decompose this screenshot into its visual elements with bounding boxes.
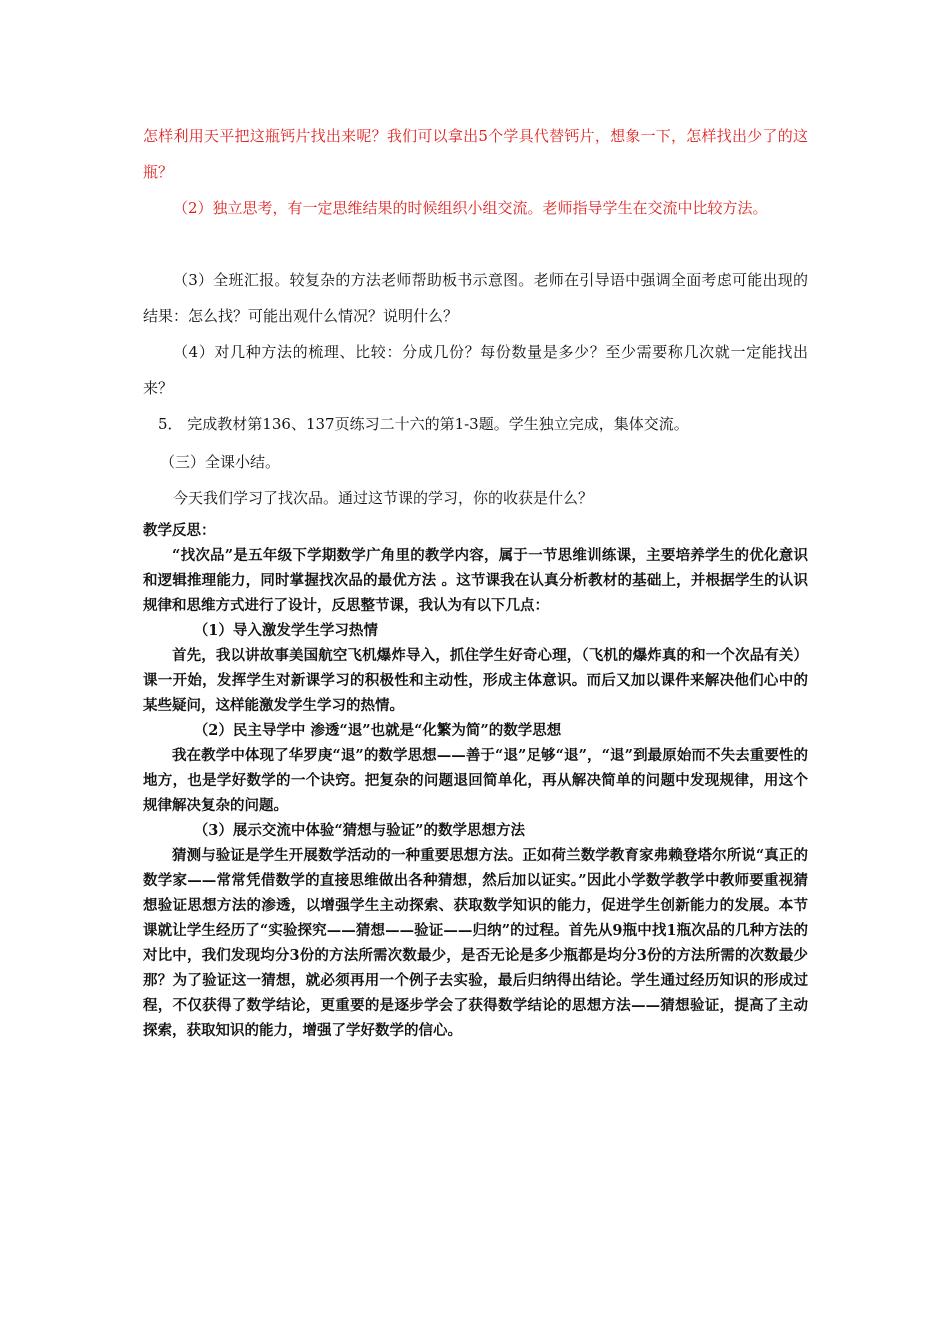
reflection-point-1-heading: （1）导入激发学生学习热情 [193,622,378,639]
reflection-point-3-heading: （3）展示交流中体验“猜想与验证”的数学思想方法 [193,822,526,839]
reflection-heading: 教学反思： [143,522,216,539]
section-summary-heading: （三）全课小结。 [160,453,281,471]
lesson-step-2-paragraph: （2）独立思考，有一定思维结果的时候组织小组交流。老师指导学生在交流中比较方法。 [173,199,768,217]
lesson-intro-paragraph: 怎样利用天平把这瓶钙片找出来呢？我们可以拿出5个学具代替钙片，想象一下，怎样找出少了的这瓶？ [143,127,808,181]
reflection-point-2-paragraph: 我在教学中体现了华罗庚“退”的数学思想——善于“退”足够“退”，“退”到最原始而不失去重要性的地方，也是学好数学的一个诀窍。把复杂的问题退回简单化，再从解决简单的问题中发现规律，用这个规律解决复杂的问题。 [143,747,808,814]
lesson-item-5: 5． 完成教材第136、137页练习二十六的第1-3题。学生独立完成，集体交流。 [158,415,689,433]
reflection-point-3-paragraph: 猜测与验证是学生开展数学活动的一种重要思想方法。正如荷兰数学教育家弗赖登塔尔所说“真正的数学家——常常凭借数学的直接思维做出各种猜想，然后加以证实。”因此小学数学教学中教师要重视猜想验证思想方法的渗透，以增强学生主动探索、获取数学知识的能力，促进学生创新能力的发展。本节课就让学生经历了“实验探究——猜想——验证——归纳”的过程。首先从9瓶中找1瓶次品的几种方法的对比中，我们发现均分3份的方法所需次数最少，是否无论是多少瓶都是均分3份的方法所需的次数最少那？为了验证这一猜想，就必须再用一个例子去实验，最后归纳得出结论。学生通过经历知识的形成过程，不仅获得了数学结论，更重要的是逐步学会了获得数学结论的思想方法——猜想验证，提高了主动探索，获取知识的能力，增强了学好数学的信心。 [143,847,808,1039]
summary-paragraph: 今天我们学习了找次品。通过这节课的学习，你的收获是什么？ [173,489,594,507]
reflection-point-1-paragraph: 首先，我以讲故事美国航空飞机爆炸导入，抓住学生好奇心理，（飞机的爆炸真的和一个次品有关）课一开始，发挥学生对新课学习的积极性和主动性，形成主体意识。而后又加以课件来解决他们心中的某些疑问，这样能激发学生学习的热情。 [143,647,808,714]
reflection-overview-paragraph: “找次品”是五年级下学期数学广角里的教学内容，属于一节思维训练课，主要培养学生的优化意识和逻辑推理能力，同时掌握找次品的最优方法 。这节课我在认真分析教材的基础上，并根据学生的认识规律和思维方式进行了设计，反思整节课，我认为有以下几点： [143,547,808,614]
lesson-step-3-paragraph: （3）全班汇报。较复杂的方法老师帮助板书示意图。老师在引导语中强调全面考虑可能出现的结果：怎么找？可能出观什么情况？说明什么？ [143,271,808,325]
lesson-step-4-paragraph: （4）对几种方法的梳理、比较：分成几份？每份数量是多少？至少需要称几次就一定能找出来？ [143,343,808,397]
reflection-point-2-heading: （2）民主导学中 渗透“退”也就是“化繁为简”的数学思想 [193,722,562,739]
